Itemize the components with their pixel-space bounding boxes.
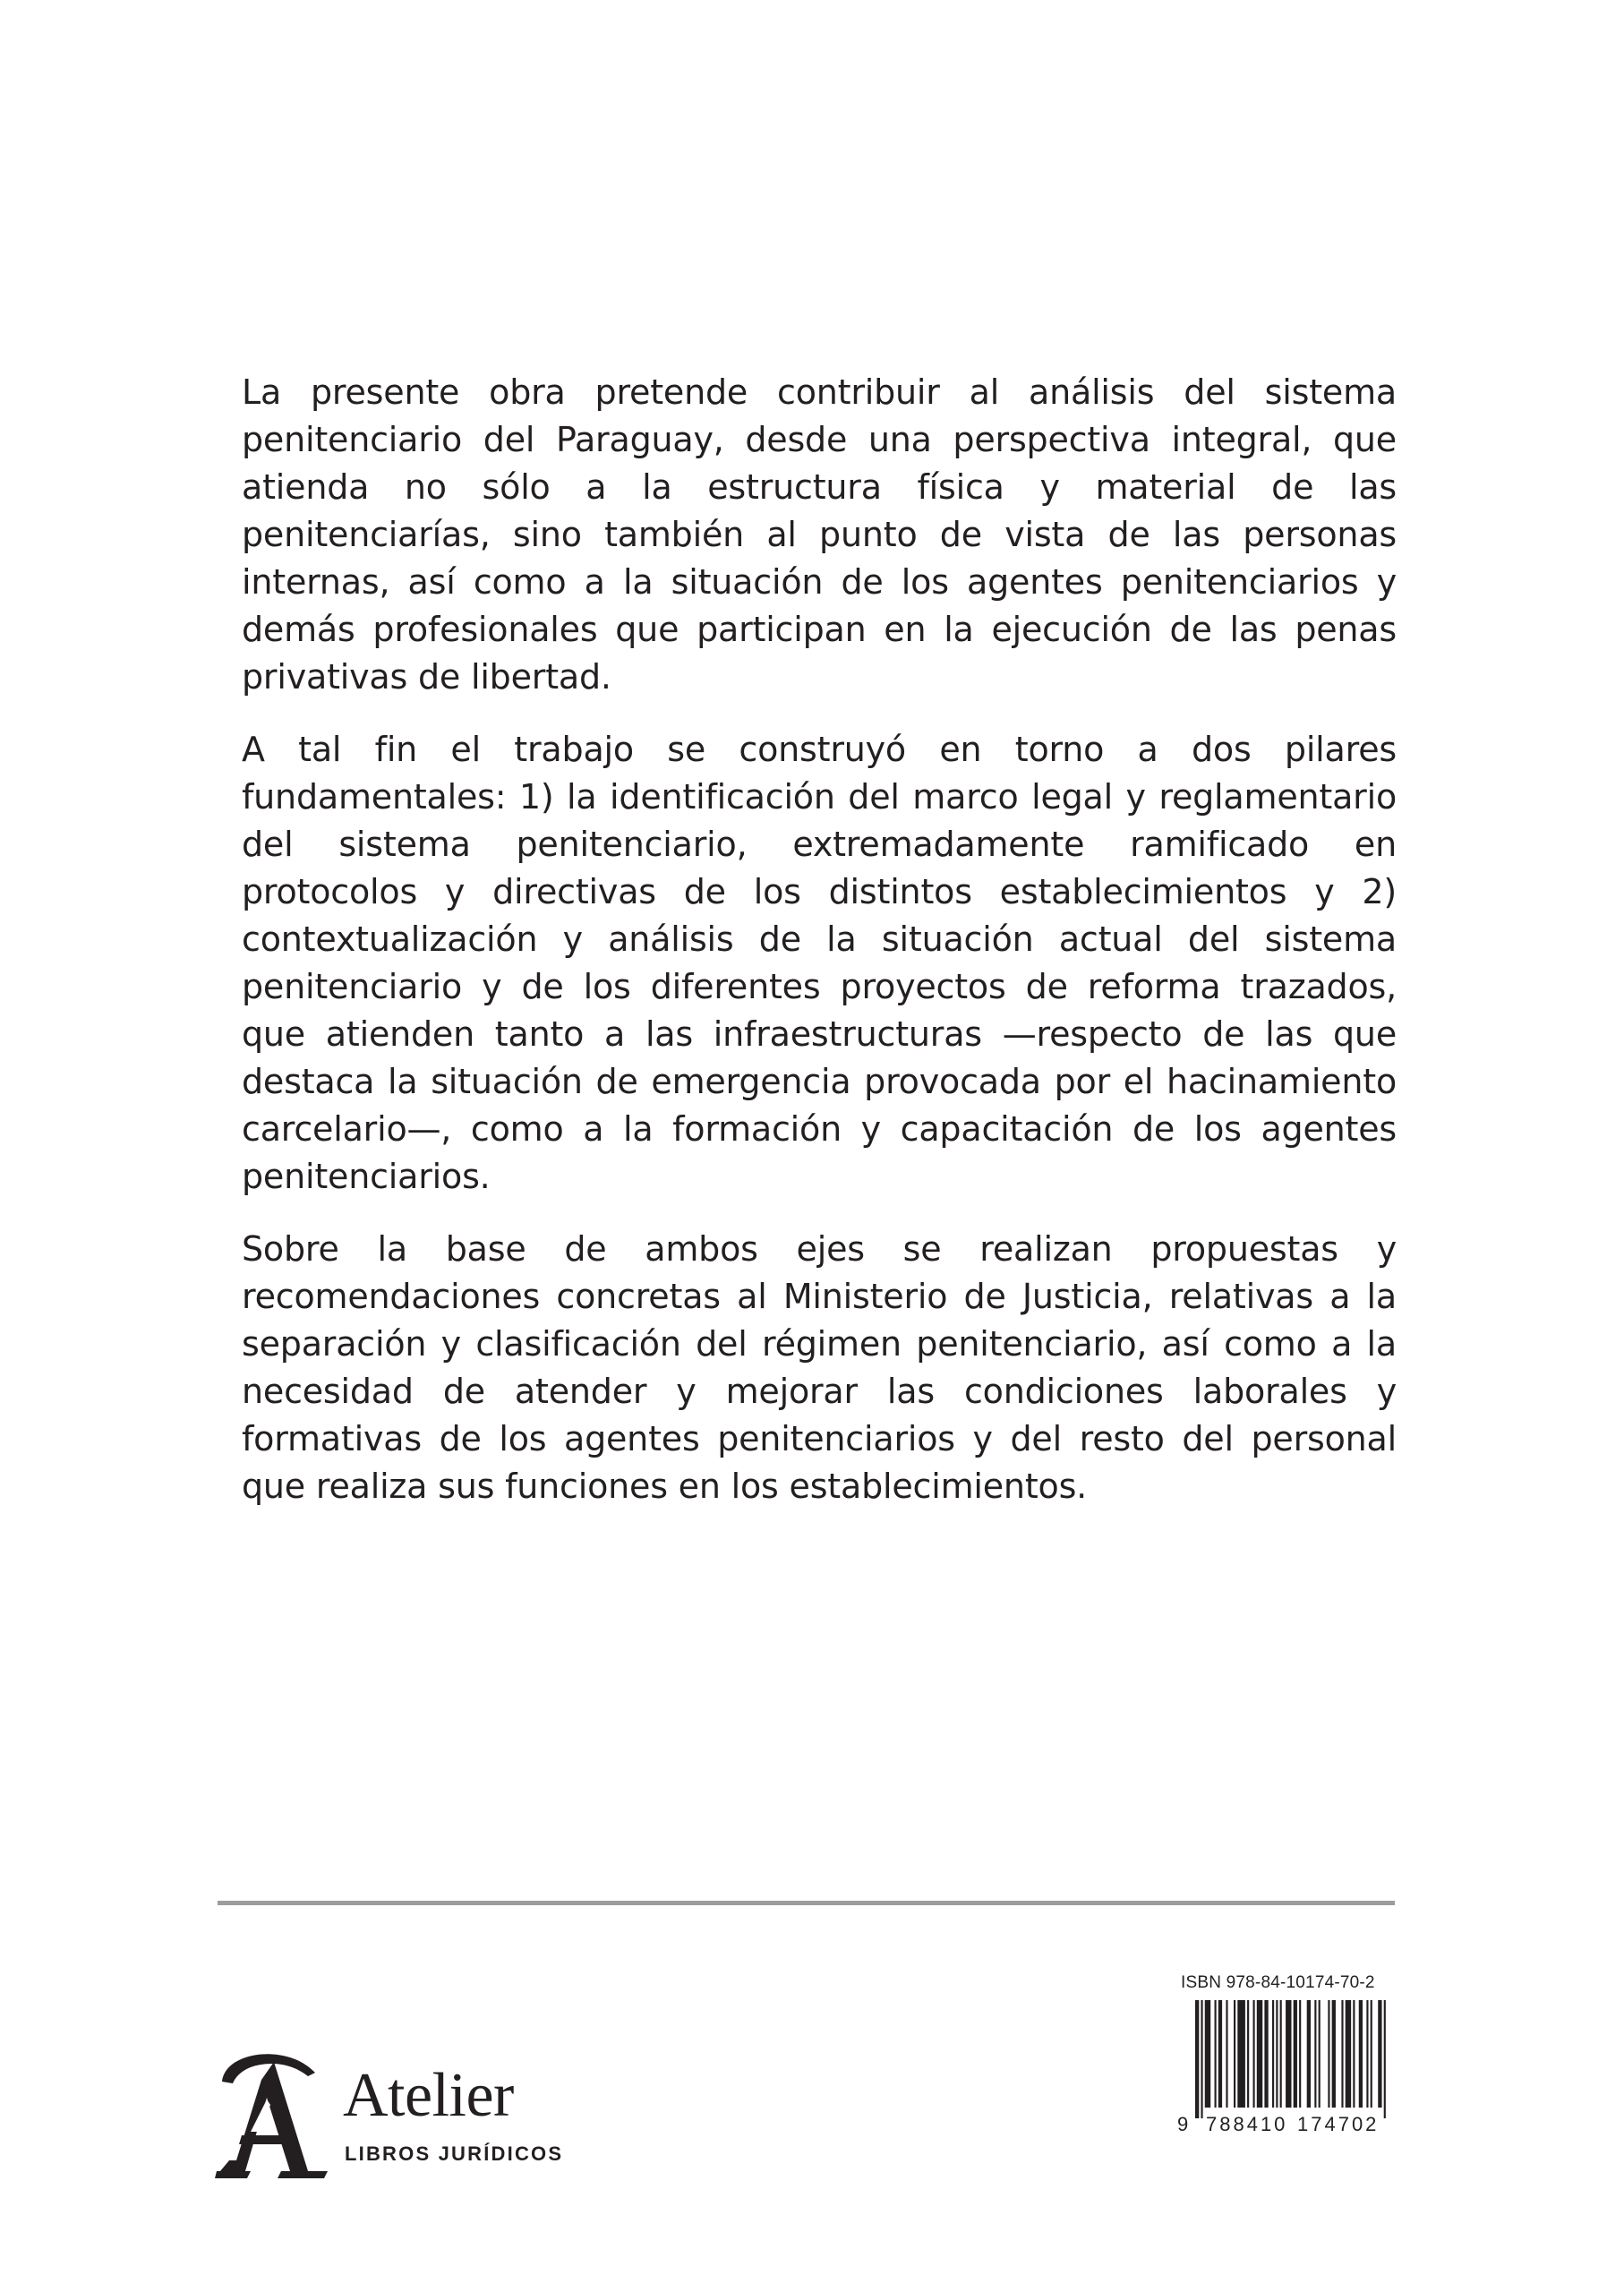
barcode-left-digits: 788410 — [1206, 2113, 1288, 2134]
barcode-bar — [1378, 2000, 1381, 2108]
barcode-bar — [1314, 2000, 1316, 2108]
barcode — [1175, 2000, 1399, 2134]
barcode-bar — [1226, 2000, 1227, 2108]
barcode-bar — [1264, 2000, 1268, 2108]
barcode-bar — [1353, 2000, 1355, 2108]
atelier-a-monogram-icon — [215, 2046, 331, 2180]
barcode-bar — [1359, 2000, 1363, 2108]
description-paragraph-3: Sobre la base de ambos ejes se realizan propuestas y recomendaciones concretas al Ministerio de Justicia, relativas a la separación y clasificación del régimen penitenciario, así como a la necesidad de atender y mejorar las condiciones laborales y formativas de los agentes penitenciarios y del resto del personal que realiza sus funciones en los establecimientos. — [242, 1229, 1397, 1506]
barcode-bar — [1328, 2000, 1329, 2108]
isbn-barcode-block — [1175, 1973, 1399, 2152]
horizontal-divider — [218, 1901, 1395, 1905]
barcode-bar — [1272, 2000, 1274, 2108]
barcode-bar — [1371, 2000, 1372, 2108]
barcode-bar — [1205, 2000, 1210, 2108]
publisher-logo — [215, 2046, 591, 2180]
description-paragraph-1: La presente obra pretende contribuir al análisis del sistema penitenciario del Paraguay, desde una perspectiva integral, que atienda no sólo a la estructura física y material de las penitenciarías, sino también al punto de vista de las personas internas, así como a la situación de los agentes penitenciarios y demás profesionales que participan en la ejecución de las penas privativas de libertad. — [242, 372, 1397, 697]
barcode-bar — [1299, 2000, 1301, 2108]
barcode-bar — [1218, 2000, 1222, 2108]
barcode-bar — [1341, 2000, 1343, 2108]
barcode-bar — [1195, 2000, 1199, 2118]
back-cover-description — [242, 369, 1397, 1535]
barcode-bar — [1247, 2000, 1249, 2108]
barcode-bar — [1237, 2000, 1245, 2108]
barcode-bar — [1276, 2000, 1278, 2108]
barcode-bar — [1286, 2000, 1291, 2108]
isbn-label: ISBN 978-84-10174-70-2 — [1181, 1973, 1375, 1992]
publisher-subtitle: LIBROS JURÍDICOS — [345, 2142, 564, 2165]
barcode-bar — [1294, 2000, 1297, 2108]
barcode-bar — [1307, 2000, 1311, 2108]
description-paragraph-2: A tal fin el trabajo se construyó en torno a dos pilares fundamentales: 1) la identificación del marco legal y reglamentario del sistema penitenciario, extremadamente ramificado en protocolos y directivas de los distintos establecimientos y 2) contextualización y análisis de la situación actual del sistema penitenciario y de los diferentes proyectos de reforma trazados, que atienden tanto a las infraestructuras —respecto de las que destaca la situación de emergencia provocada por el hacinamiento carcelario—, como a la formación y capacitación de los agentes penitenciarios. — [242, 730, 1397, 1196]
barcode-bar — [1215, 2000, 1217, 2108]
barcode-bar — [1280, 2000, 1282, 2108]
barcode-bar — [1332, 2000, 1336, 2108]
publisher-name: Atelier — [343, 2061, 514, 2130]
barcode-bar — [1201, 2000, 1202, 2118]
barcode-right-digits: 174702 — [1297, 2113, 1380, 2134]
barcode-first-digit: 9 — [1177, 2113, 1189, 2134]
barcode-bar — [1253, 2000, 1255, 2108]
barcode-bar — [1257, 2000, 1262, 2108]
barcode-bar — [1384, 2000, 1386, 2118]
barcode-bar — [1366, 2000, 1368, 2108]
barcode-bar — [1346, 2000, 1351, 2108]
barcode-bar — [1319, 2000, 1321, 2108]
barcode-bar — [1234, 2000, 1235, 2108]
